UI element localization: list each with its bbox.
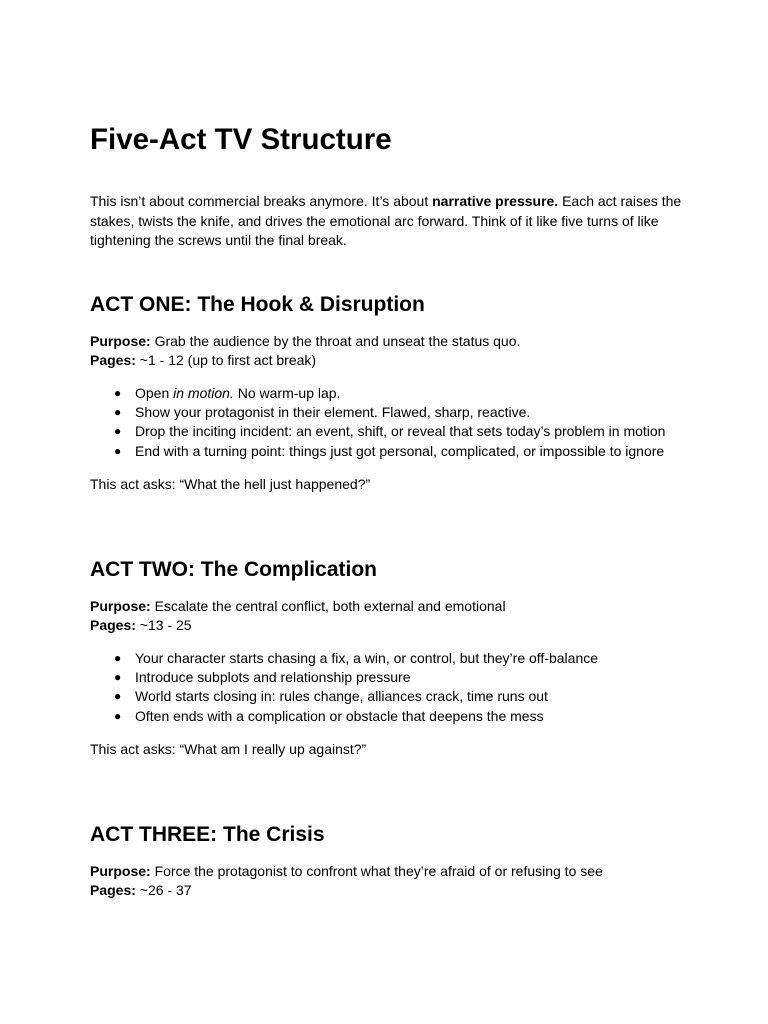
list-item (90, 422, 690, 441)
bullet-icon: ● (114, 443, 122, 458)
list-item (90, 384, 690, 403)
bullet-text-start: Open (135, 385, 174, 401)
bullet-text: End with a turning point: things just got personal, complicated, or impossible to ignore (135, 442, 665, 459)
act-two-section (90, 556, 690, 759)
intro-bold-phrase: narrative pressure. (432, 193, 559, 209)
act-one-purpose-line (90, 332, 690, 351)
pages-label: Pages: (90, 882, 136, 898)
pages-label: Pages: (90, 617, 136, 633)
act-two-pages-line (90, 616, 690, 635)
act-three-pages-line (90, 881, 690, 900)
act-three-heading: ACT THREE: The Crisis (90, 823, 325, 846)
act-one-bullet-list (90, 384, 690, 461)
list-item (90, 668, 690, 687)
act-two-heading: ACT TWO: The Complication (90, 558, 377, 581)
pages-label: Pages: (90, 352, 136, 368)
act-three-purpose-line (90, 862, 690, 881)
act-three-pages-text: ~26 - 37 (135, 882, 192, 898)
act-two-purpose-line (90, 597, 690, 616)
act-two-purpose-text: Escalate the central conflict, both external and emotional (150, 598, 506, 614)
bullet-text: Drop the inciting incident: an event, shift, or reveal that sets today’s problem in motion (135, 423, 666, 440)
list-item (90, 403, 690, 422)
act-one-question: This act asks: “What the hell just happened?” (90, 475, 371, 492)
intro-text-start: This isn’t about commercial breaks anymore. It’s about (90, 193, 433, 209)
bullet-icon: ● (114, 670, 122, 685)
act-three-section (90, 821, 690, 900)
document-title: Five-Act TV Structure (90, 123, 392, 156)
bullet-text: Your character starts chasing a fix, a win, or control, but they’re off-balance (135, 650, 599, 666)
bullet-text: Show your protagonist in their element. Flawed, sharp, reactive. (135, 404, 531, 421)
bullet-text: Introduce subplots and relationship pressure (135, 669, 411, 686)
list-item (90, 687, 690, 706)
list-item (90, 707, 690, 726)
purpose-label: Purpose: (90, 598, 151, 614)
bullet-italic-text: in motion. (173, 385, 234, 401)
act-three-meta (90, 862, 690, 900)
act-two-bullet-list (90, 649, 690, 726)
bullet-icon: ● (114, 689, 122, 704)
bullet-icon: ● (114, 405, 122, 420)
intro-paragraph (90, 192, 690, 251)
bullet-text: World starts closing in: rules change, alliances crack, time runs out (135, 688, 548, 705)
bullet-icon: ● (114, 386, 122, 400)
act-one-meta (90, 332, 690, 370)
act-one-purpose-text: Grab the audience by the throat and unseat the status quo. (150, 333, 521, 349)
act-one-pages-line (90, 351, 690, 370)
act-two-meta (90, 597, 690, 635)
purpose-label: Purpose: (90, 863, 151, 879)
bullet-icon: ● (114, 424, 122, 439)
purpose-label: Purpose: (90, 333, 151, 349)
act-one-section (90, 291, 690, 494)
list-item (90, 442, 690, 461)
intro-text-end: Each act raises the stakes, twists the knife, and drives the emotional arc forward. Think of it like five turns of like tightening the screws until the final break. (90, 193, 682, 248)
act-three-purpose-text: Force the protagonist to confront what they’re afraid of or refusing to see (150, 863, 603, 879)
bullet-text: Often ends with a complication or obstacle that deepens the mess (135, 707, 544, 724)
act-one-pages-text: ~1 - 12 (up to first act break) (135, 352, 317, 368)
bullet-text-end: No warm-up lap. (233, 385, 341, 401)
bullet-icon: ● (114, 651, 122, 665)
act-two-question: This act asks: “What am I really up against?” (90, 740, 367, 757)
bullet-icon: ● (114, 708, 122, 723)
act-one-heading: ACT ONE: The Hook & Disruption (90, 293, 425, 316)
list-item (90, 649, 690, 668)
act-two-pages-text: ~13 - 25 (135, 617, 192, 633)
